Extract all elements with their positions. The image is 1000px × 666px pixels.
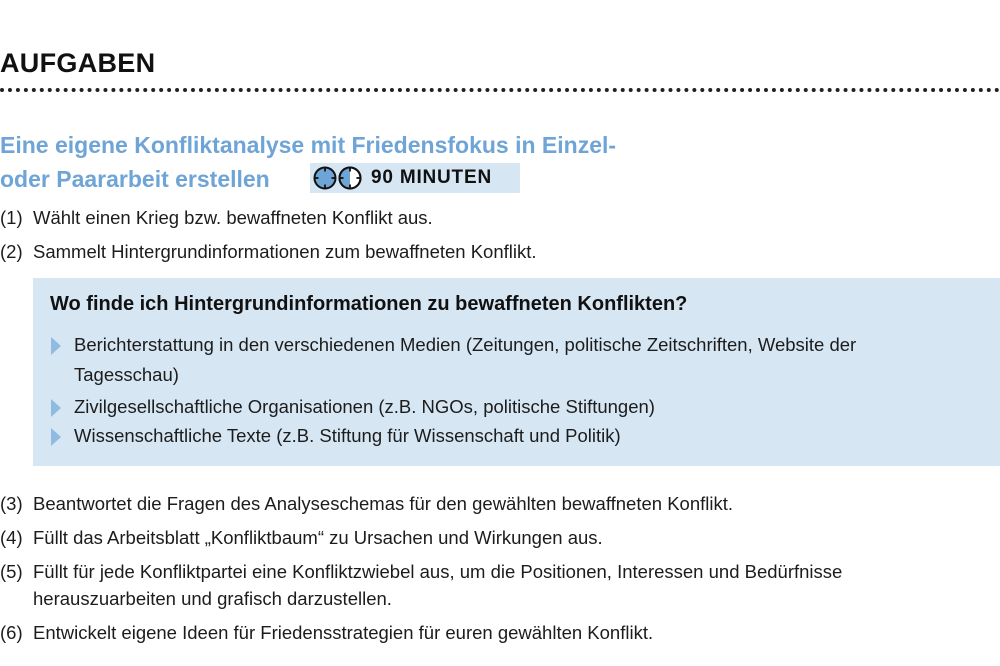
info-bullet-1 (50, 330, 874, 390)
step-3 (0, 490, 1000, 517)
task-title-line-2: oder Paararbeit erstellen (0, 166, 270, 192)
step-text: Füllt für jede Konfliktpartei eine Konfliktzwiebel aus, um die Positionen, Interessen und Bedürfnisse herauszuarbeiten und grafisch darzustellen. (33, 561, 843, 609)
info-bullet-text: Zivilgesellschaftliche Organisationen (z.B. NGOs, politische Stiftungen) (74, 396, 655, 417)
step-4 (0, 524, 1000, 551)
step-text: Füllt das Arbeitsblatt „Konfliktbaum“ zu Ursachen und Wirkungen aus. (33, 527, 603, 548)
triangle-bullet-icon (50, 421, 74, 451)
step-5 (0, 558, 960, 612)
task-title-line-1: Eine eigene Konfliktanalyse mit Friedensfokus in Einzel- (0, 132, 617, 158)
info-bullet-2 (50, 392, 874, 422)
info-box (33, 278, 1000, 466)
info-bullet-3 (50, 421, 874, 451)
info-box-title: Wo finde ich Hintergrundinformationen zu bewaffneten Konflikten? (50, 293, 688, 315)
section-heading: AUFGABEN (0, 48, 156, 78)
step-number: (2) (0, 241, 23, 262)
step-number: (5) (0, 561, 23, 582)
step-text: Wählt einen Krieg bzw. bewaffneten Konflikt aus. (33, 207, 433, 228)
triangle-bullet-icon (50, 392, 74, 422)
duration-label: 90 MINUTEN (371, 167, 492, 188)
triangle-bullet-icon (50, 330, 74, 390)
dotted-divider (0, 88, 1000, 92)
duration-badge (310, 163, 520, 193)
info-bullet-text: Wissenschaftliche Texte (z.B. Stiftung für Wissenschaft und Politik) (74, 425, 621, 446)
clock-icon (313, 165, 363, 191)
step-6 (0, 619, 1000, 646)
info-bullet-text: Berichterstattung in den verschiedenen Medien (Zeitungen, politische Zeitschriften, Website der Tagesschau) (74, 334, 857, 385)
step-text: Entwickelt eigene Ideen für Friedensstrategien für euren gewählten Konflikt. (33, 622, 654, 643)
step-1 (0, 204, 1000, 231)
step-number: (3) (0, 493, 23, 514)
step-number: (1) (0, 207, 23, 228)
step-number: (4) (0, 527, 23, 548)
step-text: Beantwortet die Fragen des Analyseschemas für den gewählten bewaffneten Konflikt. (33, 493, 734, 514)
task-title (0, 128, 616, 196)
step-number: (6) (0, 622, 23, 643)
step-text: Sammelt Hintergrundinformationen zum bewaffneten Konflikt. (33, 241, 537, 262)
step-2 (0, 238, 1000, 265)
